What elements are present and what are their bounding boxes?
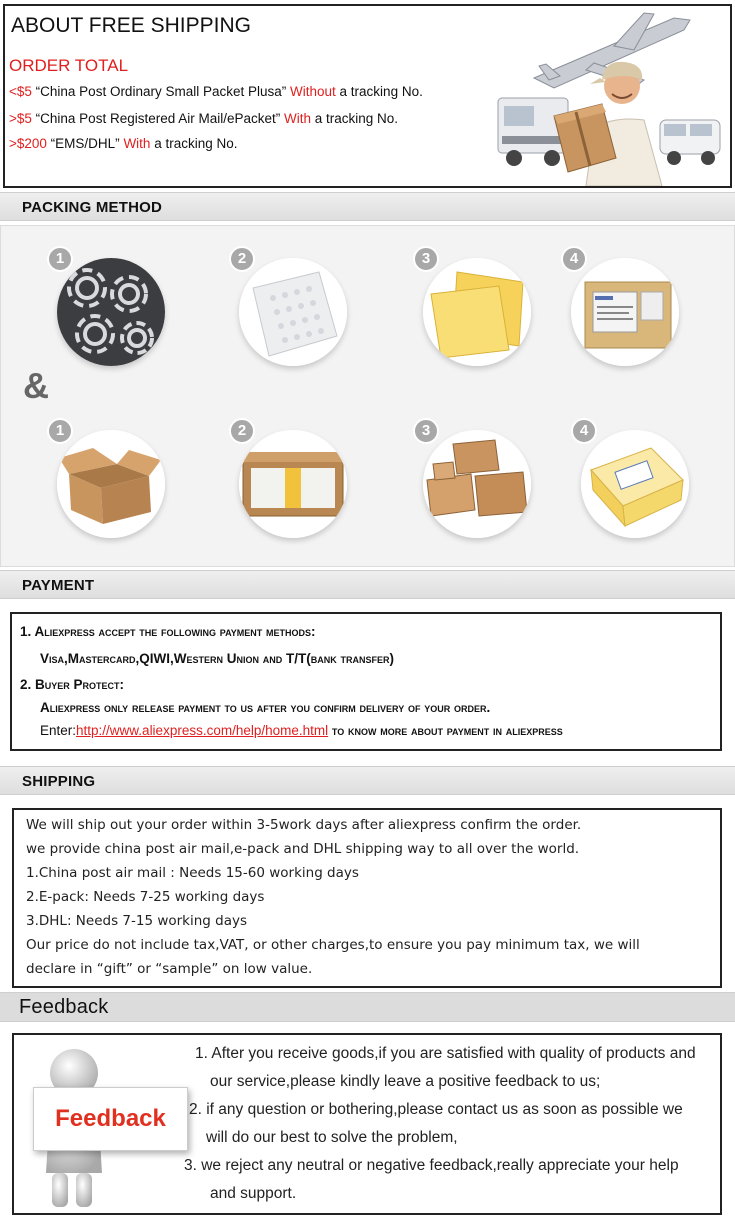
packing-box-step-1 [47, 418, 167, 538]
metal-flowers-icon [57, 258, 165, 366]
wrapped-goods-box-icon [239, 430, 347, 538]
packing-photo [423, 258, 531, 366]
van-icon [660, 120, 720, 165]
step-number-badge: 1 [47, 418, 73, 444]
open-box-icon [57, 430, 165, 538]
tier-tracking-flag: With [284, 111, 312, 126]
shipping-line: declare in “gift” or “sample” on low value. [26, 961, 313, 977]
packing-photo [423, 430, 531, 538]
packing-gallery [0, 225, 735, 567]
packing-photo [239, 430, 347, 538]
feedback-sign [33, 1087, 188, 1151]
feedback-line: 2. if any question or bothering,please contact us as soon as possible we [189, 1101, 683, 1118]
shipping-line: 1.China post air mail : Needs 15-60 working days [26, 865, 359, 881]
step-number-badge: 2 [229, 418, 255, 444]
about-free-shipping-panel [3, 4, 732, 188]
enter-label: Enter: [40, 723, 77, 738]
shipping-tier-3 [9, 136, 237, 151]
packing-photo [571, 258, 679, 366]
payment-bar [0, 570, 735, 599]
packing-photo [57, 258, 165, 366]
mail-envelope-icon [571, 258, 679, 366]
feedback-line: 3. we reject any neutral or negative feedback,really appreciate your help [184, 1157, 679, 1174]
packing-box-step-4 [571, 418, 691, 538]
step-number-badge: 3 [413, 418, 439, 444]
tier-tracking-flag: Without [290, 84, 336, 99]
order-total-heading: ORDER TOTAL [9, 56, 129, 75]
delivery-illustration [494, 8, 726, 186]
payment-methods: Visa,Mastercard,QIWI,Western Union and T/T(bank transfer) [40, 651, 394, 666]
step-number-badge: 4 [561, 246, 587, 272]
payment-item-1-title: 1. Aliexpress accept the following payment methods: [20, 624, 316, 639]
shipping-heading: SHIPPING [22, 773, 96, 790]
tier-tail: a tracking No. [335, 84, 423, 99]
payment-panel [10, 612, 722, 751]
step-number-badge: 4 [571, 418, 597, 444]
step-number-badge: 3 [413, 246, 439, 272]
feedback-line: our service,please kindly leave a positive feedback to us; [210, 1073, 601, 1090]
shipping-panel [12, 808, 722, 988]
tier-amount: >$5 [9, 111, 32, 126]
feedback-bar [0, 992, 735, 1022]
ampersand: & [23, 365, 49, 406]
packing-photo [57, 430, 165, 538]
packing-step-2 [229, 246, 349, 366]
payment-item-2-title: 2. Buyer Protect: [20, 677, 125, 692]
packing-box-step-3 [413, 418, 533, 538]
tier-tracking-flag: With [123, 136, 151, 151]
bubble-bag-icon [239, 258, 347, 366]
feedback-line: and support. [210, 1185, 297, 1202]
packing-photo [239, 258, 347, 366]
tier-service: “EMS/DHL” [46, 136, 124, 151]
packing-step-1 [47, 246, 167, 366]
feedback-line: 1. After you receive goods,if you are satisfied with quality of products and [195, 1045, 696, 1062]
packing-step-3 [413, 246, 533, 366]
shipping-line: 3.DHL: Needs 7-15 working days [26, 913, 248, 929]
shipping-tier-2 [9, 111, 398, 126]
tier-service: “China Post Registered Air Mail/ePacket” [31, 111, 285, 126]
shipping-line: Our price do not include tax,VAT, or other charges,to ensure you pay minimum tax, we will [26, 937, 640, 953]
about-title: ABOUT FREE SHIPPING [11, 14, 251, 37]
packing-box-step-2 [229, 418, 349, 538]
padded-envelope-icon [423, 258, 531, 366]
link-tail-text: to know more about payment in aliexpress [328, 723, 563, 738]
tier-amount: >$200 [9, 136, 47, 151]
shipping-tier-1 [9, 84, 423, 99]
packing-method-bar [0, 192, 735, 221]
tier-tail: a tracking No. [150, 136, 238, 151]
aliexpress-help-link[interactable]: http://www.aliexpress.com/help/home.html [76, 723, 329, 738]
feedback-heading: Feedback [19, 996, 109, 1018]
stacked-boxes-icon [423, 430, 531, 538]
feedback-sign-label: Feedback [55, 1105, 166, 1132]
shipping-bar [0, 766, 735, 795]
payment-help-line [40, 723, 563, 738]
packing-step-4 [561, 246, 681, 366]
shipping-line: 2.E-pack: Needs 7-25 working days [26, 889, 265, 905]
packing-photo [581, 430, 689, 538]
tier-tail: a tracking No. [311, 111, 399, 126]
packing-method-heading: PACKING METHOD [22, 199, 163, 216]
step-number-badge: 1 [47, 246, 73, 272]
payment-heading: PAYMENT [22, 577, 95, 594]
shipping-line: we provide china post air mail,e-pack and DHL shipping way to all over the world. [26, 841, 580, 857]
tier-amount: <$5 [9, 84, 32, 99]
taped-parcel-icon [581, 430, 689, 538]
step-number-badge: 2 [229, 246, 255, 272]
feedback-line: will do our best to solve the problem, [206, 1129, 458, 1146]
shipping-line: We will ship out your order within 3-5work days after aliexpress confirm the order. [26, 817, 582, 833]
buyer-protect-text: Aliexpress only release payment to us after you confirm delivery of your order. [40, 700, 491, 715]
tier-service: “China Post Ordinary Small Packet Plusa” [31, 84, 291, 99]
